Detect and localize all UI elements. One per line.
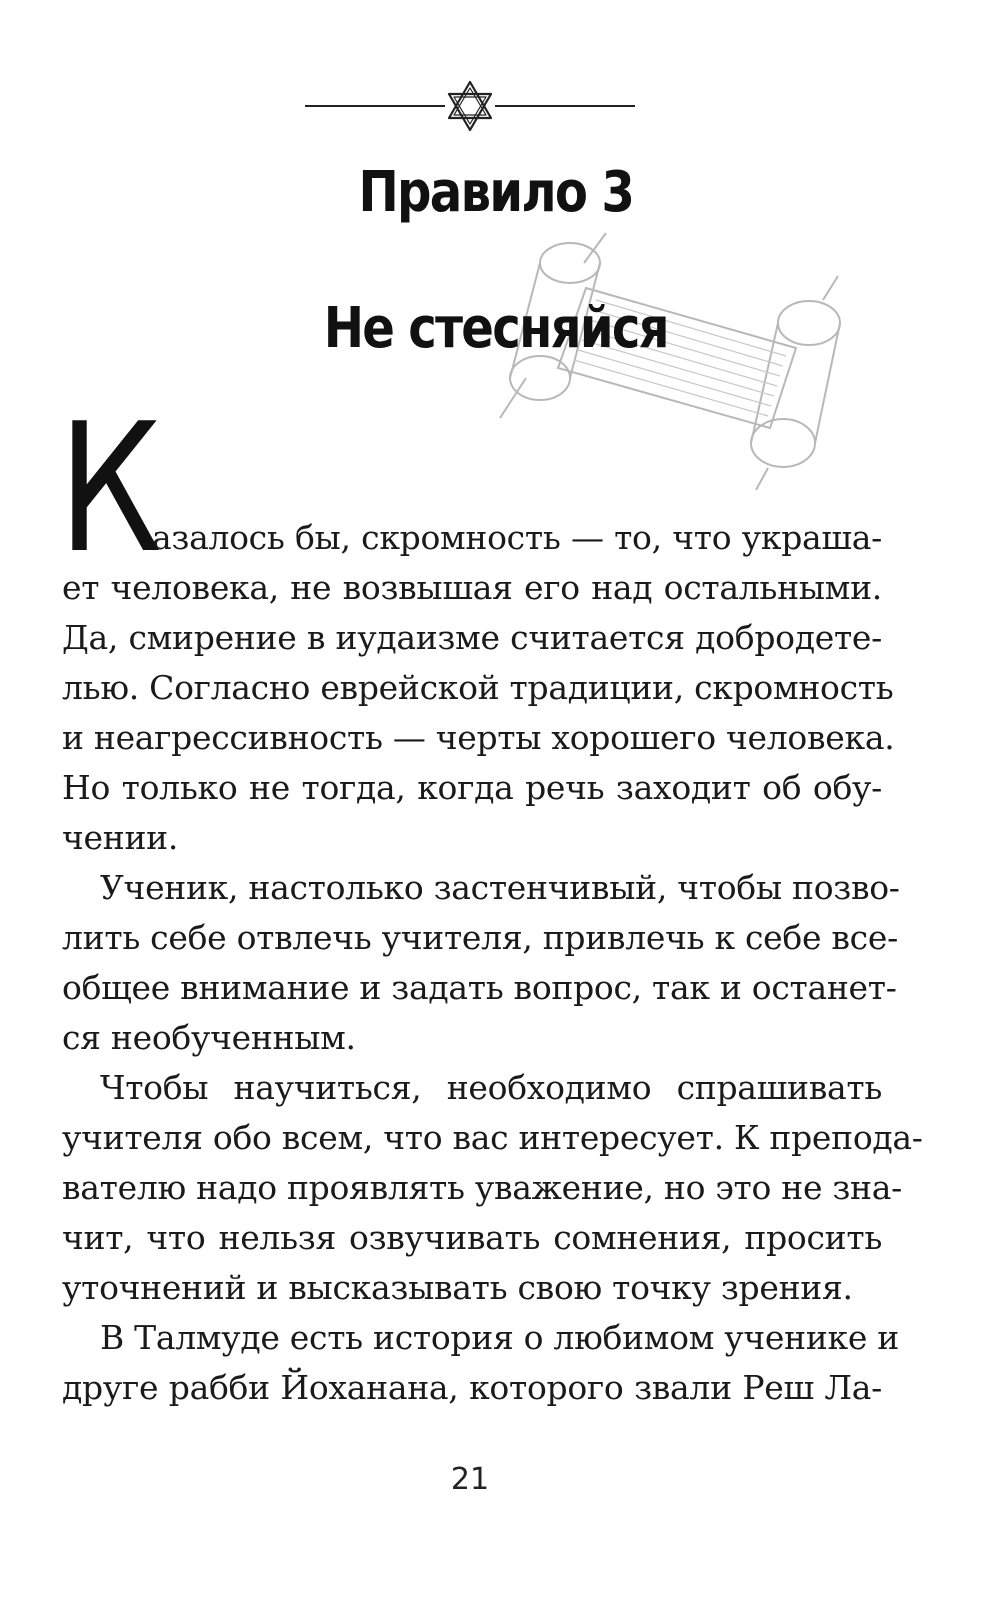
paragraph-line: общее внимание и задать вопрос, так и останет- [62, 968, 897, 1007]
paragraph-line: азалось бы, скромность — то, что украша- [152, 518, 882, 557]
paragraph-line: учителя обо всем, что вас интересует. К препода- [62, 1118, 923, 1157]
paragraph-line: Ученик, настолько застенчивый, чтобы позво- [100, 868, 900, 907]
ornament-rule-right [495, 105, 635, 107]
paragraph-line: чении. [62, 818, 179, 857]
paragraph-line: ет человека, не возвышая его над остальными. [62, 568, 882, 607]
paragraph-line: чит, что нельзя озвучивать сомнения, просить [62, 1218, 882, 1257]
paragraph-line: Да, смирение в иудаизме считается добродете- [62, 618, 882, 657]
torah-scroll-icon [478, 228, 883, 498]
ornament-rule-left [305, 105, 445, 107]
paragraph-line: ся необученным. [62, 1018, 356, 1057]
paragraph-line: друге рабби Йоханана, которого звали Реш Ла- [62, 1368, 882, 1407]
chapter-ornament [305, 78, 635, 134]
star-of-david-icon [444, 78, 496, 134]
drop-cap: К [58, 385, 162, 592]
paragraph-line: Чтобы научиться, необходимо спрашивать [100, 1068, 882, 1107]
chapter-title: Правило 3 [358, 160, 634, 225]
paragraph-line: лью. Согласно еврейской традиции, скромность [62, 668, 894, 707]
paragraph-line: уточнений и высказывать свою точку зрения. [62, 1268, 853, 1307]
chapter-subtitle: Не стесняйся [323, 296, 668, 361]
paragraph-line: вателю надо проявлять уважение, но это не зна- [62, 1168, 902, 1207]
paragraph-line: лить себе отвлечь учителя, привлечь к себе все- [62, 918, 898, 957]
paragraph-line: Но только не тогда, когда речь заходит об обу- [62, 768, 882, 807]
page-number: 21 [450, 1462, 490, 1497]
paragraph-line: В Талмуде есть история о любимом ученике и [100, 1318, 899, 1357]
paragraph-line: и неагрессивность — черты хорошего человека. [62, 718, 895, 757]
